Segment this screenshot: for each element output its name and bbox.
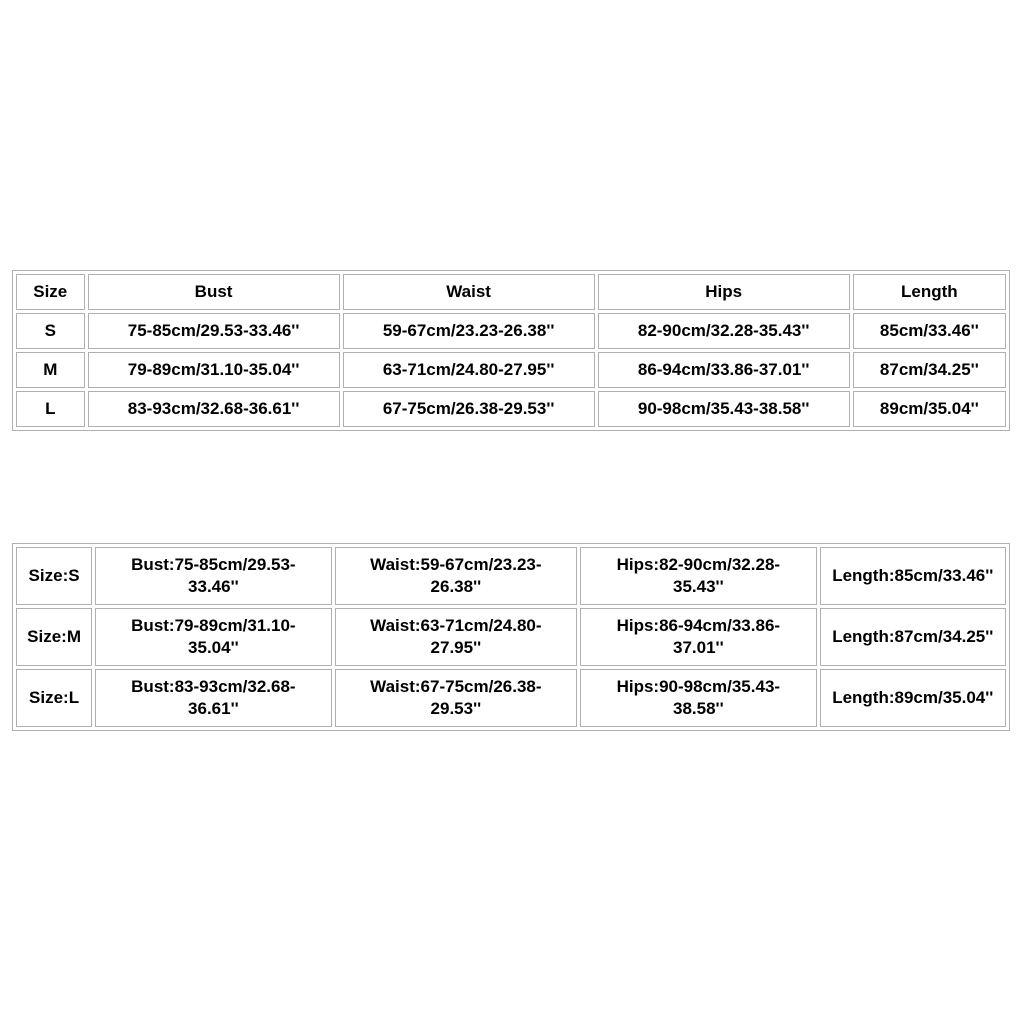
cell-text: 35.04'' [188, 638, 239, 657]
cell-hips [580, 669, 816, 727]
size-chart-table-bottom [12, 543, 1010, 731]
header-waist: Waist [343, 274, 595, 310]
cell-hips [580, 608, 816, 666]
header-hips: Hips [598, 274, 850, 310]
cell-length: Length:89cm/35.04'' [820, 669, 1006, 727]
cell-waist: 63-71cm/24.80-27.95'' [343, 352, 595, 388]
table-row [16, 608, 1006, 666]
table-row [16, 547, 1006, 605]
cell-text: Hips:82-90cm/32.28- [616, 555, 781, 574]
cell-bust: 75-85cm/29.53-33.46'' [88, 313, 340, 349]
cell-waist [335, 669, 577, 727]
cell-size: Size:M [16, 608, 92, 666]
cell-hips: 86-94cm/33.86-37.01'' [598, 352, 850, 388]
cell-size: L [16, 391, 85, 427]
cell-bust: 79-89cm/31.10-35.04'' [88, 352, 340, 388]
cell-text: 33.46'' [188, 577, 239, 596]
cell-text: Hips:86-94cm/33.86- [616, 616, 781, 635]
table-row [16, 352, 1006, 388]
cell-text: 26.38'' [430, 577, 482, 596]
cell-size: Size:L [16, 669, 92, 727]
table-row [16, 669, 1006, 727]
cell-hips: 82-90cm/32.28-35.43'' [598, 313, 850, 349]
cell-bust [95, 669, 331, 727]
cell-size: M [16, 352, 85, 388]
cell-length: 87cm/34.25'' [853, 352, 1006, 388]
cell-text: Waist:63-71cm/24.80- [370, 616, 542, 635]
cell-text: 29.53'' [430, 699, 482, 718]
cell-length: Length:87cm/34.25'' [820, 608, 1006, 666]
cell-length: 89cm/35.04'' [853, 391, 1006, 427]
cell-text: 38.58'' [673, 699, 724, 718]
cell-size: Size:S [16, 547, 92, 605]
cell-text: 27.95'' [430, 638, 482, 657]
cell-waist: 67-75cm/26.38-29.53'' [343, 391, 595, 427]
header-bust: Bust [88, 274, 340, 310]
cell-text: 37.01'' [673, 638, 724, 657]
size-chart-table-top [12, 270, 1010, 431]
cell-waist [335, 608, 577, 666]
cell-waist [335, 547, 577, 605]
cell-bust: 83-93cm/32.68-36.61'' [88, 391, 340, 427]
table-row [16, 313, 1006, 349]
cell-text: Bust:75-85cm/29.53- [131, 555, 296, 574]
cell-length: Length:85cm/33.46'' [820, 547, 1006, 605]
cell-length: 85cm/33.46'' [853, 313, 1006, 349]
cell-text: 36.61'' [188, 699, 239, 718]
cell-text: Hips:90-98cm/35.43- [616, 677, 781, 696]
table-row [16, 391, 1006, 427]
cell-text: Bust:79-89cm/31.10- [131, 616, 296, 635]
cell-bust [95, 608, 331, 666]
table-header-row [16, 274, 1006, 310]
cell-hips: 90-98cm/35.43-38.58'' [598, 391, 850, 427]
cell-waist: 59-67cm/23.23-26.38'' [343, 313, 595, 349]
cell-text: Bust:83-93cm/32.68- [131, 677, 296, 696]
cell-text: Waist:59-67cm/23.23- [370, 555, 542, 574]
cell-size: S [16, 313, 85, 349]
cell-text: Waist:67-75cm/26.38- [370, 677, 542, 696]
cell-hips [580, 547, 816, 605]
cell-bust [95, 547, 331, 605]
header-size: Size [16, 274, 85, 310]
cell-text: 35.43'' [673, 577, 724, 596]
header-length: Length [853, 274, 1006, 310]
